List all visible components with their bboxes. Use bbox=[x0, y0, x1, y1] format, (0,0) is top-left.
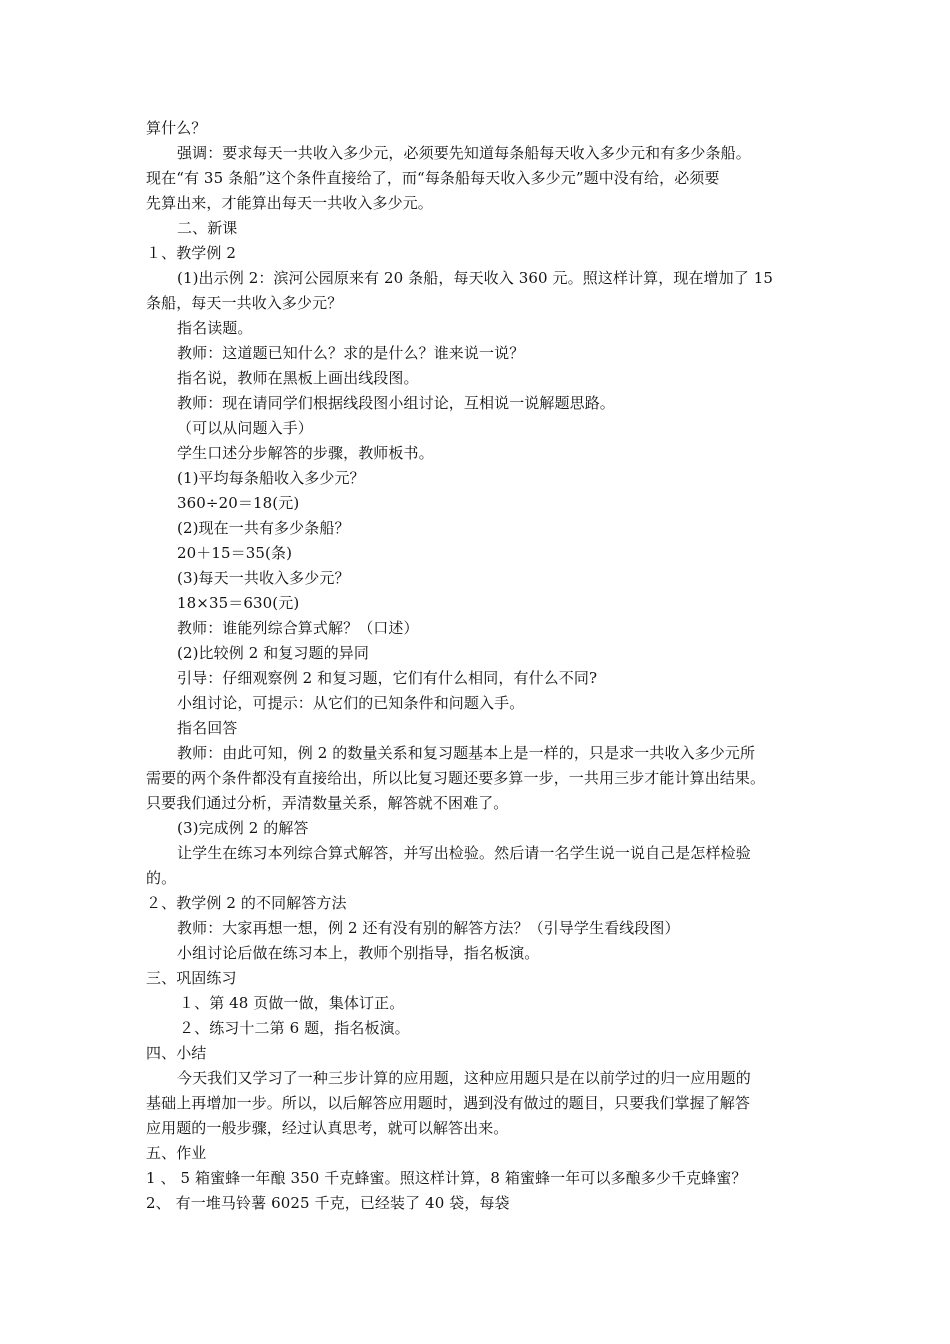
text-line: 小组讨论，可提示：从它们的已知条件和问题入手。 bbox=[177, 694, 525, 712]
text-line: 今天我们又学习了一种三步计算的应用题，这种应用题只是在以前学过的归一应用题的 bbox=[177, 1069, 751, 1087]
text-line: 只要我们通过分析，弄清数量关系，解答就不困难了。 bbox=[146, 794, 509, 812]
text-line: 基础上再增加一步。所以，以后解答应用题时，遇到没有做过的题目，只要我们掌握了解答 bbox=[146, 1094, 751, 1112]
text-line: 指名回答 bbox=[177, 719, 238, 737]
text-line: 360÷20＝18(元) bbox=[177, 494, 300, 512]
text-line: 二、新课 bbox=[177, 219, 238, 237]
text-line: 教师：由此可知，例 2 的数量关系和复习题基本上是一样的，只是求一共收入多少元所 bbox=[177, 744, 756, 762]
text-line: 四、小结 bbox=[146, 1044, 207, 1062]
text-line: 20＋15＝35(条) bbox=[177, 544, 293, 562]
text-line: 应用题的一般步骤，经过认真思考，就可以解答出来。 bbox=[146, 1119, 509, 1137]
text-line: 2、 有一堆马铃薯 6025 千克，已经装了 40 袋，每袋 bbox=[146, 1194, 510, 1212]
text-line: ２、练习十二第 6 题，指名板演。 bbox=[179, 1019, 410, 1037]
text-line: 教师：这道题已知什么？求的是什么？谁来说一说？ bbox=[177, 344, 525, 362]
text-line: 18×35＝630(元) bbox=[177, 594, 300, 612]
text-line: (2)比较例 2 和复习题的异同 bbox=[177, 644, 369, 662]
text-line: 小组讨论后做在练习本上，教师个别指导，指名板演。 bbox=[177, 944, 540, 962]
text-line: 条船，每天一共收入多少元？ bbox=[146, 294, 343, 312]
text-line: １、教学例 2 bbox=[146, 244, 237, 262]
text-line: 现在“有 35 条船”这个条件直接给了，而“每条船每天收入多少元”题中没有给，必须要 bbox=[146, 169, 720, 187]
text-line: 教师：大家再想一想，例 2 还有没有别的解答方法？（引导学生看线段图） bbox=[177, 919, 680, 937]
text-line: (2)现在一共有多少条船？ bbox=[177, 519, 350, 537]
text-line: 需要的两个条件都没有直接给出，所以比复习题还要多算一步，一共用三步才能计算出结果。 bbox=[146, 769, 766, 787]
text-line: (1)平均每条船收入多少元？ bbox=[177, 469, 365, 487]
text-line: (3)每天一共收入多少元？ bbox=[177, 569, 350, 587]
text-line: (3)完成例 2 的解答 bbox=[177, 819, 309, 837]
text-line: 三、巩固练习 bbox=[146, 969, 237, 987]
text-line: １、第 48 页做一做，集体订正。 bbox=[179, 994, 405, 1012]
text-line: 算什么？ bbox=[146, 119, 207, 137]
text-line: 强调：要求每天一共收入多少元，必须要先知道每条船每天收入多少元和有多少条船。 bbox=[177, 144, 751, 162]
document-body bbox=[146, 116, 810, 1216]
text-line: 引导：仔细观察例 2 和复习题，它们有什么相同，有什么不同? bbox=[177, 669, 598, 687]
text-line: 指名读题。 bbox=[177, 319, 253, 337]
text-line: 指名说，教师在黑板上画出线段图。 bbox=[177, 369, 419, 387]
text-line: 1 、 5 箱蜜蜂一年酿 350 千克蜂蜜。照这样计算，8 箱蜜蜂一年可以多酿多少千克蜂蜜？ bbox=[146, 1169, 747, 1187]
text-line: ２、教学例 2 的不同解答方法 bbox=[146, 894, 347, 912]
text-line: 让学生在练习本列综合算式解答，并写出检验。然后请一名学生说一说自己是怎样检验 bbox=[177, 844, 751, 862]
text-line: 的。 bbox=[146, 869, 177, 887]
text-line: （可以从问题入手） bbox=[177, 419, 313, 437]
text-line: 五、作业 bbox=[146, 1144, 207, 1162]
text-line: (1)出示例 2：滨河公园原来有 20 条船，每天收入 360 元。照这样计算，现在增加了 15 bbox=[177, 269, 774, 287]
text-line: 教师：现在请同学们根据线段图小组讨论，互相说一说解题思路。 bbox=[177, 394, 615, 412]
text-line: 教师：谁能列综合算式解？（口述） bbox=[177, 619, 419, 637]
text-line: 学生口述分步解答的步骤，教师板书。 bbox=[177, 444, 434, 462]
text-line: 先算出来，才能算出每天一共收入多少元。 bbox=[146, 194, 433, 212]
